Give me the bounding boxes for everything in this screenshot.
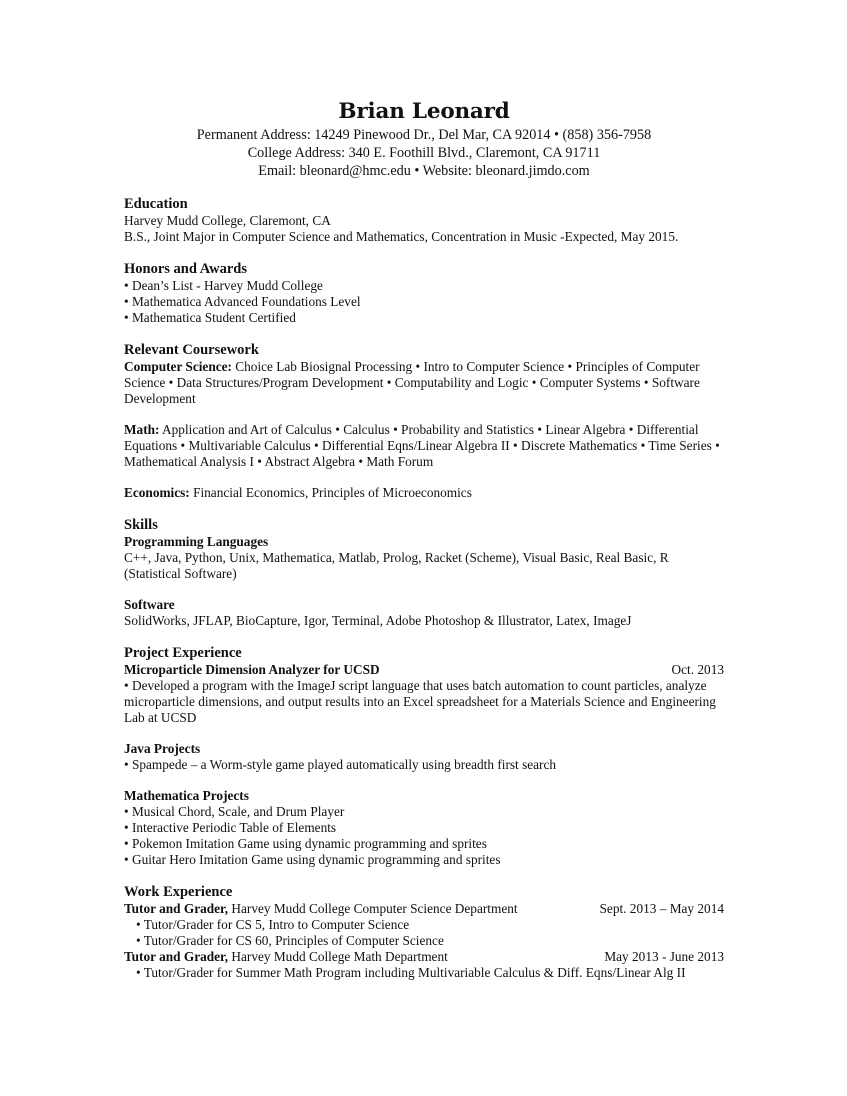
job-math-date: May 2013 - June 2013: [604, 949, 724, 964]
software-title: Software: [124, 597, 175, 612]
coursework-title: Relevant Coursework: [124, 342, 259, 358]
education-section: [124, 196, 724, 245]
math-coursework: [124, 422, 724, 470]
resume-header: [124, 98, 724, 180]
honor-item: • Mathematica Advanced Foundations Level: [124, 294, 361, 309]
projects-section: [124, 645, 724, 868]
microparticle-project-title: Microparticle Dimension Analyzer for UCSD: [124, 662, 380, 677]
honors-title: Honors and Awards: [124, 261, 248, 277]
software-list: SolidWorks, JFLAP, BioCapture, Igor, Terminal, Adobe Photoshop & Illustrator, Latex, ImageJ: [124, 613, 632, 628]
job-math-header: [124, 949, 724, 965]
math-courses: Application and Art of Calculus • Calculus • Probability and Statistics • Linear Algebra • Differential Equations • Multivariable Calculus • Differential Eqns/Linear Algebra II • Discrete Mathematics • Time Series • Mathematical Analysis I • Abstract Algebra • Math Forum: [124, 422, 720, 469]
education-school: Harvey Mudd College, Claremont, CA: [124, 213, 331, 228]
mathematica-project-item: • Pokemon Imitation Game using dynamic programming and sprites: [124, 836, 487, 851]
mathematica-project-item: • Interactive Periodic Table of Elements: [124, 820, 337, 835]
java-projects-title: Java Projects: [124, 741, 201, 756]
candidate-name: Brian Leonard: [338, 99, 510, 124]
job-cs-duty: • Tutor/Grader for CS 60, Principles of Computer Science: [136, 933, 444, 948]
honors-section: [124, 261, 724, 326]
job-cs-role: Tutor and Grader,: [124, 901, 229, 916]
education-title: Education: [124, 196, 188, 212]
resume-page: [124, 98, 724, 981]
cs-coursework: [124, 359, 724, 407]
math-label: Math:: [124, 422, 160, 437]
job-cs-duty: • Tutor/Grader for CS 5, Intro to Computer Science: [136, 917, 410, 932]
microparticle-project-description: • Developed a program with the ImageJ script language that uses batch automation to count particles, analyze microparticle dimensions, and output results into an Excel spreadsheet for a Materials Science and Engineering Lab at UCSD: [124, 678, 716, 725]
work-title: Work Experience: [124, 884, 233, 900]
mathematica-projects-title: Mathematica Projects: [124, 788, 249, 803]
programming-languages-title: Programming Languages: [124, 534, 269, 549]
job-cs-header: [124, 901, 724, 917]
projects-title: Project Experience: [124, 645, 242, 661]
email-website: Email: bleonard@hmc.edu • Website: bleonard.jimdo.com: [258, 163, 590, 179]
permanent-address: Permanent Address: 14249 Pinewood Dr., Del Mar, CA 92014 • (858) 356-7958: [196, 127, 652, 143]
cs-label: Computer Science:: [124, 359, 232, 374]
microparticle-project-header: [124, 662, 724, 678]
econ-coursework: [124, 485, 724, 501]
econ-courses: Financial Economics, Principles of Microeconomics: [189, 485, 472, 500]
java-project-item: • Spampede – a Worm-style game played automatically using breadth first search: [124, 757, 557, 772]
education-degree: B.S., Joint Major in Computer Science and Mathematics, Concentration in Music -Expected, May 2015.: [124, 229, 679, 244]
skills-title: Skills: [124, 517, 158, 533]
programming-languages-list: C++, Java, Python, Unix, Mathematica, Matlab, Prolog, Racket (Scheme), Visual Basic, Real Basic, R (Statistical Software): [124, 550, 669, 581]
job-cs-date: Sept. 2013 – May 2014: [599, 901, 724, 916]
cs-courses: Choice Lab Biosignal Processing • Intro to Computer Science • Principles of Computer Science • Data Structures/Program Development • Computability and Logic • Computer Systems • Software Development: [124, 359, 700, 406]
mathematica-project-item: • Musical Chord, Scale, and Drum Player: [124, 804, 345, 819]
skills-section: [124, 517, 724, 629]
job-math-role: Tutor and Grader,: [124, 949, 229, 964]
coursework-section: [124, 342, 724, 501]
mathematica-project-item: • Guitar Hero Imitation Game using dynamic programming and sprites: [124, 852, 501, 867]
honor-item: • Dean’s List - Harvey Mudd College: [124, 278, 323, 293]
econ-label: Economics:: [124, 485, 190, 500]
work-section: [124, 884, 724, 981]
college-address: College Address: 340 E. Foothill Blvd., Claremont, CA 91711: [247, 145, 601, 161]
honor-item: • Mathematica Student Certified: [124, 310, 296, 325]
microparticle-project-date: Oct. 2013: [671, 662, 724, 677]
job-math-org: Harvey Mudd College Math Department: [228, 949, 448, 964]
job-math-duty: • Tutor/Grader for Summer Math Program including Multivariable Calculus & Diff. Eqns/Linear Alg II: [136, 965, 686, 980]
job-cs-org: Harvey Mudd College Computer Science Department: [228, 901, 518, 916]
